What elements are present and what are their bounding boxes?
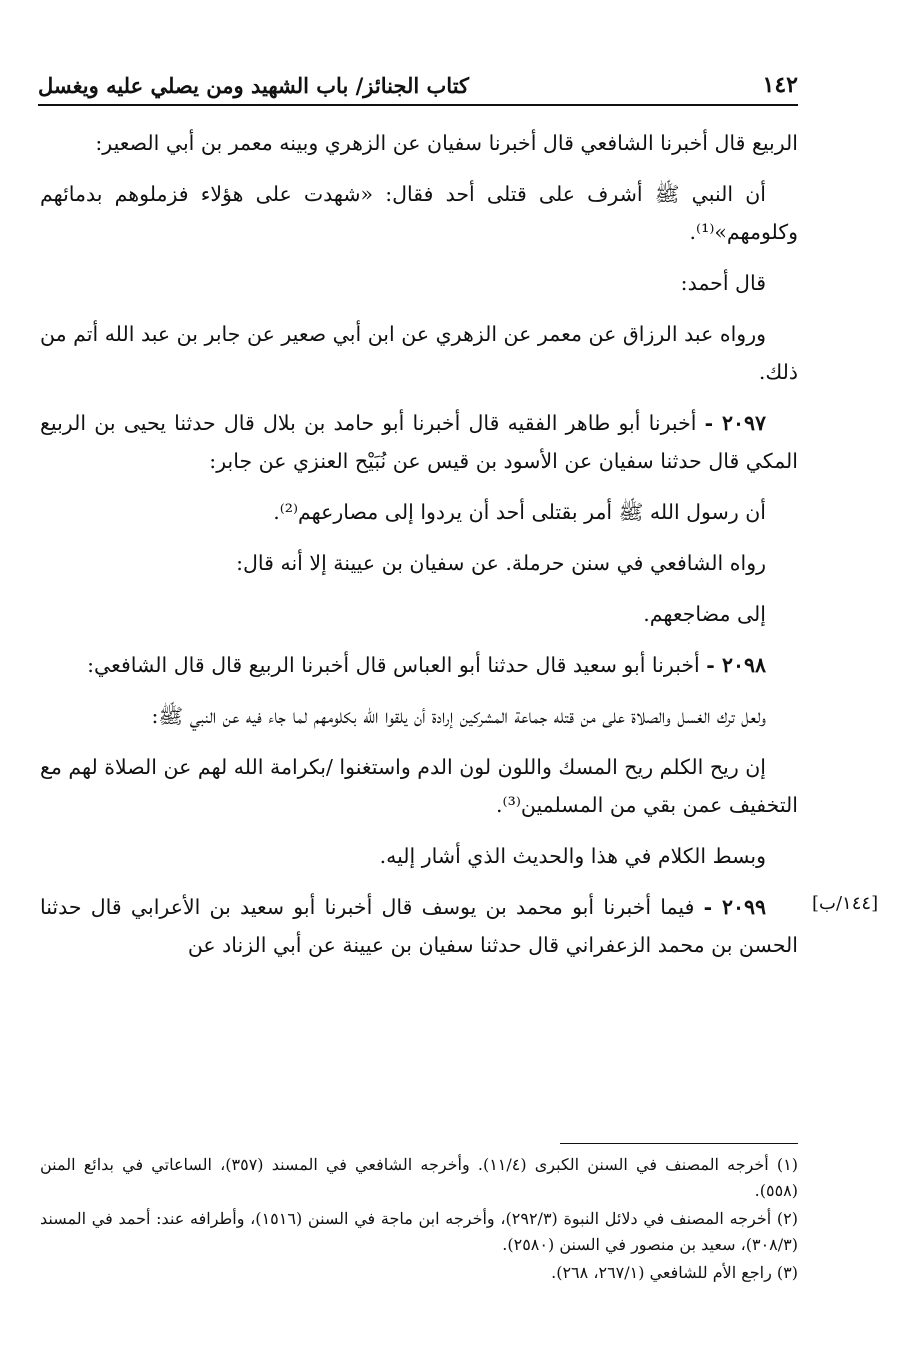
paragraph: رواه الشافعي في سنن حرملة. عن سفيان بن عيينة إلا أنه قال: (236, 551, 766, 575)
paragraph-text: أخبرنا أبو سعيد قال حدثنا أبو العباس قال أخبرنا الربيع قال قال الشافعي: (87, 653, 700, 677)
main-text (40, 124, 798, 977)
paragraph-text: فيما أخبرنا أبو محمد بن يوسف قال أخبرنا أبو سعيد بن الأعرابي قال حدثنا الحسن بن محمد الزعفراني قال حدثنا سفيان بن عيينة عن أبي الزناد عن (40, 895, 798, 957)
page-number: ١٤٢ (762, 72, 798, 98)
header-rule (38, 104, 798, 106)
paragraph: قال أحمد: (680, 271, 766, 295)
paragraph: ورواه عبد الرزاق عن معمر عن الزهري عن ابن أبي صعير عن جابر بن عبد الله أتم من ذلك. (40, 322, 798, 384)
paragraph: أن رسول الله ﷺ أمر بقتلى أحد أن يردوا إلى مصارعهم⁽²⁾. (273, 500, 766, 524)
paragraph: أن النبي ﷺ أشرف على قتلى أحد فقال: «شهدت على هؤلاء فزملوهم بدمائهم وكلومهم»⁽¹⁾. (40, 182, 798, 244)
hadith-number: ٢٠٩٧ - (704, 411, 766, 435)
running-title: كتاب الجنائز/ باب الشهيد ومن يصلي عليه ويغسل (38, 73, 470, 98)
footnotes (40, 1152, 798, 1288)
footnote: (٢) أخرجه المصنف في دلائل النبوة (٢٩٢/٣)، وأخرجه ابن ماجة في السنن (١٥١٦)، وأطرافه عند: أحمد في المسند (٣٠٨/٣)، سعيد بن منصور في السنن (٢٥٨٠). (40, 1209, 798, 1254)
hadith-paragraph (40, 888, 798, 964)
paragraph: وبسط الكلام في هذا والحديث الذي أشار إليه. (379, 844, 766, 868)
footnote-rule (560, 1143, 798, 1144)
paragraph: إن ريح الكلم ريح المسك واللون لون الدم واستغنوا /بكرامة الله لهم عن الصلاة لهم مع التخفيف عمن بقي من المسلمين⁽³⁾. (40, 755, 798, 817)
footnote: (١) أخرجه المصنف في السنن الكبرى (١١/٤). وأخرجه الشافعي في المسند (٣٥٧)، الساعاتي في بدائع المنن (٥٥٨). (40, 1155, 798, 1200)
hadith-number: ٢٠٩٩ - (703, 895, 766, 919)
hadith-paragraph (40, 646, 798, 684)
manuscript-folio-marker: [١٤٤/ب] (812, 893, 879, 914)
hadith-number: ٢٠٩٨ - (706, 653, 766, 677)
paragraph: الربيع قال أخبرنا الشافعي قال أخبرنا سفيان عن الزهري وبينه معمر بن أبي الصعير: (95, 131, 798, 155)
footnote: (٣) راجع الأم للشافعي (٢٦٧/١، ٢٦٨). (551, 1263, 798, 1282)
hadith-paragraph (40, 404, 798, 480)
paragraph: ولعل ترك الغسل والصلاة على من قتله جماعة المشركين إرادة أن يلقوا الله بكلومهم لما جاء فيه عن النبي ﷺ: (151, 704, 766, 728)
page-header (38, 58, 798, 98)
paragraph: إلى مضاجعهم. (643, 602, 766, 626)
paragraph-text: أخبرنا أبو طاهر الفقيه قال أخبرنا أبو حامد بن بلال قال حدثنا يحيى بن الربيع المكي قال حدثنا سفيان عن الأسود بن قيس عن نُبَيْح العنزي عن جابر: (40, 411, 798, 473)
